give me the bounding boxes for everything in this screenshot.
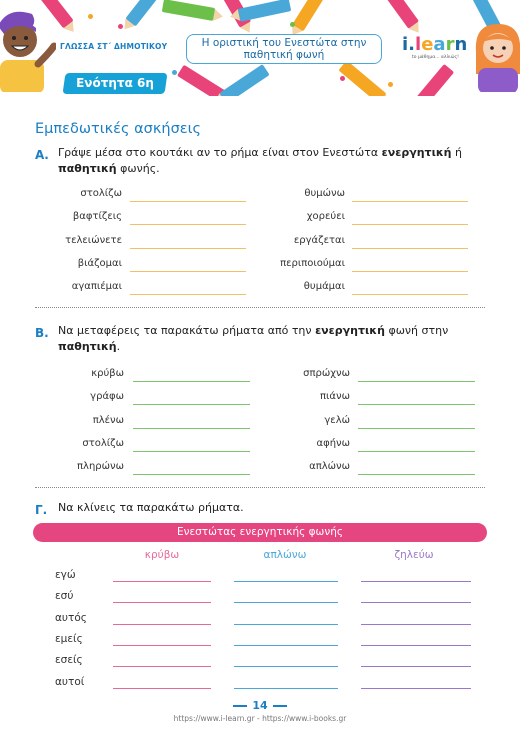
subject-label: ΓΛΩΣΣΑ ΣΤ΄ ΔΗΜΟΤΙΚΟΥ	[60, 42, 168, 51]
pencil-decoration	[378, 0, 419, 29]
conjugation-line[interactable]	[234, 645, 338, 646]
answer-line[interactable]	[358, 428, 475, 429]
conjugation-line[interactable]	[113, 645, 211, 646]
conjugation-line[interactable]	[113, 688, 211, 689]
ilearn-logo: i.learn	[402, 34, 468, 55]
verb-word: αφήνω	[316, 437, 350, 449]
answer-line[interactable]	[133, 404, 250, 405]
answer-line[interactable]	[130, 201, 246, 202]
conjugation-line[interactable]	[234, 688, 338, 689]
page-header	[0, 0, 520, 96]
verb-word: αγαπιέμαι	[71, 281, 122, 293]
answer-line[interactable]	[133, 474, 250, 475]
conjugation-line[interactable]	[361, 602, 471, 603]
answer-line[interactable]	[133, 451, 250, 452]
pronoun-label: εσείς	[55, 654, 83, 667]
verb-word: στολίζω	[80, 188, 122, 199]
unit-label: Ενότητα 6η	[76, 76, 154, 90]
verb-header-kryvo: κρύβω	[144, 549, 180, 561]
verb-word: πιάνω	[320, 391, 350, 403]
answer-line[interactable]	[130, 248, 246, 249]
pronoun-label: αυτός	[55, 611, 87, 624]
verb-word: θυμάμαι	[303, 281, 345, 293]
pronoun-label: εμείς	[55, 632, 83, 645]
confetti-dot	[172, 70, 177, 75]
verb-word: βιάζομαι	[77, 257, 122, 269]
conjugation-line[interactable]	[361, 688, 471, 689]
confetti-dot	[388, 82, 393, 87]
verb-word: πληρώνω	[77, 461, 124, 473]
verb-word: γράφω	[90, 391, 124, 403]
verb-word: σπρώχνω	[303, 368, 350, 379]
answer-line[interactable]	[130, 271, 246, 272]
confetti-dot	[340, 76, 345, 81]
verb-word: απλώνω	[309, 461, 350, 473]
exercise-b-letter: Β.	[35, 326, 49, 340]
section-divider	[35, 487, 485, 488]
conjugation-line[interactable]	[361, 645, 471, 646]
conjugation-line[interactable]	[234, 666, 338, 667]
answer-line[interactable]	[352, 201, 468, 202]
conjugation-line[interactable]	[234, 602, 338, 603]
page-number: 14	[0, 699, 520, 712]
verb-word: κρύβω	[91, 368, 124, 379]
exercise-c-instruction: Να κλίνεις τα παρακάτω ρήματα.	[58, 501, 244, 514]
child-illustration-right	[470, 18, 520, 92]
exercise-a-instruction: Γράψε μέσα στο κουτάκι αν το ρήμα είναι στον Ενεστώτα ενεργητική ή παθητική φωνής.	[58, 146, 462, 175]
answer-line[interactable]	[358, 451, 475, 452]
title-box	[186, 34, 382, 64]
pencil-decoration	[219, 64, 269, 96]
conjugation-line[interactable]	[113, 624, 211, 625]
confetti-dot	[290, 22, 295, 27]
exercise-b-instruction: Να μεταφέρεις τα παρακάτω ρήματα από την ενεργητική φωνή στην παθητική.	[58, 324, 449, 353]
answer-line[interactable]	[130, 224, 246, 225]
footer-urls: https://www.i-learn.gr - https://www.i-books.gr	[173, 714, 347, 723]
answer-line[interactable]	[358, 404, 475, 405]
logo-tagline: to μάθημα... αλλιώς!	[412, 55, 459, 60]
confetti-dot	[118, 24, 123, 29]
verb-word: στολίζω	[82, 437, 124, 449]
verb-header-zilevo: ζηλεύω	[394, 549, 434, 561]
conjugation-line[interactable]	[113, 602, 211, 603]
conjugation-line[interactable]	[113, 666, 211, 667]
pencil-decoration	[162, 0, 215, 21]
answer-line[interactable]	[133, 428, 250, 429]
pencil-decoration	[411, 64, 454, 96]
conjugation-line[interactable]	[361, 666, 471, 667]
answer-line[interactable]	[358, 381, 475, 382]
lesson-title: Η οριστική του Ενεστώτα στην παθητική φωνή	[201, 37, 367, 61]
conjugation-line[interactable]	[234, 581, 338, 582]
pronoun-label: εσύ	[55, 590, 74, 603]
answer-line[interactable]	[130, 294, 246, 295]
verb-word: περιποιούμαι	[280, 257, 345, 269]
pronoun-label: αυτοί	[55, 675, 85, 688]
conjugation-line[interactable]	[113, 581, 211, 582]
conjugation-line[interactable]	[361, 581, 471, 582]
tense-title: Ενεστώτας ενεργητικής φωνής	[176, 526, 344, 538]
pencil-decoration	[292, 0, 331, 31]
conjugation-line[interactable]	[234, 624, 338, 625]
answer-line[interactable]	[358, 474, 475, 475]
answer-line[interactable]	[352, 271, 468, 272]
confetti-dot	[88, 14, 93, 19]
verb-word: πλένω	[92, 414, 124, 426]
verb-header-aplono: απλώνω	[263, 549, 307, 561]
verb-word: βαφτίζεις	[72, 211, 122, 223]
answer-line[interactable]	[352, 248, 468, 249]
section-title: Εμπεδωτικές ασκήσεις	[35, 121, 202, 137]
exercise-a-letter: Α.	[35, 148, 49, 162]
conjugation-line[interactable]	[361, 624, 471, 625]
verb-word: θυμώνω	[304, 188, 345, 199]
pencil-decoration	[338, 60, 386, 96]
pencil-decoration	[125, 0, 167, 26]
answer-line[interactable]	[133, 381, 250, 382]
verb-word: χορεύει	[306, 211, 345, 223]
verb-word: γελώ	[324, 414, 350, 426]
child-illustration-left	[0, 6, 56, 92]
verb-word: τελειώνετε	[65, 234, 122, 246]
verb-word: εργάζεται	[293, 234, 345, 246]
answer-line[interactable]	[352, 294, 468, 295]
exercise-c-letter: Γ.	[35, 503, 48, 517]
pronoun-label: εγώ	[55, 569, 76, 581]
pencil-decoration	[238, 0, 292, 22]
answer-line[interactable]	[352, 224, 468, 225]
section-divider	[35, 307, 485, 308]
